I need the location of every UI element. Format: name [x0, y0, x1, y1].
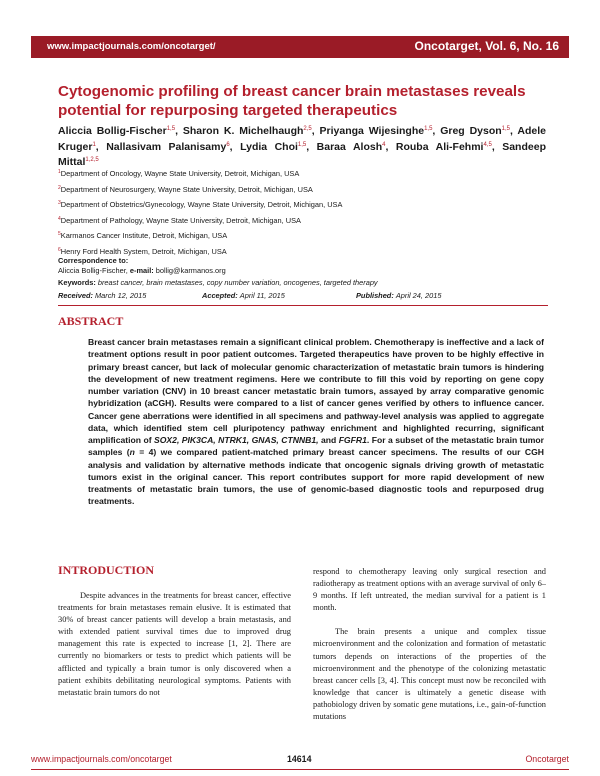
received-date: Received: March 12, 2015	[58, 291, 147, 300]
affiliation: $^3$Department of Obstetrics/Gynecology, Wayne State University, Detroit, Michigan, USA	[58, 200, 343, 210]
abstract-text: Breast cancer brain metastases remain a significant clinical problem. Chemotherapy is ineffective and a lack of treatment options result in poor patient outcomes. Targeted therapeutics have proven to be highly effective in primary breast cancer, but lack of molecular genomic characterization of metastatic brain tumors is hindering the development of new treatment regimens. Here we contribute to fill this void by reporting on gene copy number variation (CNV) in 10 breast cancer metastatic brain tumors, assayed by array comparative genomic hybridization (aCGH). Results were compared to a list of cancer genes verified by others to influence cancer. Cancer gene aberrations were identified in all specimens and pathway-level analysis was applied to aggregate data, which identified stem cell pluripotency pathway enrichment and highlighted recurring, significant amplification of SOX2, PIK3CA, NTRK1, GNAS, CTNNB1, and FGFR1. For a subset of the metastatic brain tumor samples (n = 4) we compared patient-matched primary breast cancer specimens. The results of our CGH analysis and validation by alternative methods indicate that oncogenic signals driving growth of metastatic tumors exist in the original cancer. This report contributes support for more rapid development of new treatments of metastatic brain tumors, the use of genomic-based diagnostic tools and repurposed drug treatments.	[88, 337, 544, 507]
article-title: Cytogenomic profiling of breast cancer brain metastases reveals potential for repurposing targeted therapeutics	[58, 83, 526, 119]
journal-url[interactable]: www.impactjournals.com/oncotarget/	[47, 41, 216, 52]
keywords	[58, 278, 548, 288]
affiliation: $^4$Department of Pathology, Wayne State University, Detroit, Michigan, USA	[58, 215, 301, 225]
correspondence-email[interactable]: bollig@karmanos.org	[155, 266, 226, 275]
affiliation-list	[58, 166, 538, 260]
author: Adele Kruger$^1$,	[58, 125, 546, 153]
header-divider	[58, 305, 548, 306]
author-list	[58, 124, 546, 171]
correspondence	[58, 256, 538, 276]
keywords-value: breast cancer, brain metastases, copy number variation, oncogenes, targeted therapy	[97, 278, 378, 287]
author: Aliccia Bollig-Fischer$^{1,5}$,	[58, 125, 183, 137]
keywords-label: Keywords:	[58, 278, 96, 287]
affiliation: $^2$Department of Neurosurgery, Wayne State University, Detroit, Michigan, USA	[58, 184, 313, 194]
author: Lydia Choi$^{1,5}$,	[240, 140, 317, 153]
author: Baraa Alosh$^4$,	[316, 140, 396, 153]
article-dates	[58, 291, 548, 302]
author: Priyanga Wijesinghe$^{1,5}$,	[319, 125, 441, 137]
page-number: 14614	[287, 754, 312, 764]
footer-url[interactable]: www.impactjournals.com/oncotarget	[31, 754, 172, 764]
accepted-date: Accepted: April 11, 2015	[202, 291, 285, 300]
intro-paragraph: The brain presents a unique and complex tissue microenvironment and the colonization and formation of metastatic tumors depends on interactions of the properties of the microenvironment and the phenotype of the colonizing metastatic breast cancer cells [3, 4]. This concept must now be reconciled with knowledge that cancer is ultimately a genetic disease with pathobiology driven by somatic gene mutations, i.e., gain-of-function mutations	[313, 627, 546, 722]
introduction-heading: INTRODUCTION	[58, 563, 155, 577]
intro-column-left	[58, 590, 291, 699]
author: Rouba Ali-Fehmi$^{4,5}$,	[395, 140, 503, 153]
author: Sandeep Mittal$^{1,2,5}$	[58, 140, 546, 168]
affiliation: $^1$Department of Oncology, Wayne State University, Detroit, Michigan, USA	[58, 169, 300, 178]
footer-journal: Oncotarget	[525, 754, 569, 764]
author: Greg Dyson$^{1,5}$,	[440, 125, 518, 137]
author: Sharon K. Michelhaugh$^{2,5}$,	[182, 125, 320, 137]
affiliation: $^6$Henry Ford Health System, Detroit, Michigan, USA	[58, 246, 227, 256]
email-label: e-mail:	[129, 266, 154, 275]
author: Nallasivam Palanisamy$^6$,	[106, 140, 241, 153]
journal-citation: Oncotarget, Vol. 6, No. 16	[414, 39, 559, 53]
abstract-heading: ABSTRACT	[58, 314, 124, 328]
intro-paragraph: Despite advances in the treatments for breast cancer, effective treatments for brain metastases remain elusive. It is estimated that 30% of breast cancer patients will develop a brain metastasis, and with extended patient survival times due to improved drug management this rate is expected to increase [1, 2]. There are currently no biomarkers or tests to predict which patients will be afflicted and typically a brain tumor is only discovered when a patient exhibits debilitating neurological symptoms. Patients with metastatic brain tumors do not	[58, 591, 291, 697]
correspondence-name: Aliccia Bollig-Fischer,	[58, 266, 128, 275]
intro-paragraph: respond to chemotherapy leaving only surgical resection and radiotherapy as treatment options with an average survival of only 6–9 months. If left untreated, the median survival for a patient is 1 month.	[313, 567, 546, 613]
affiliation: $^5$Karmanos Cancer Institute, Detroit, Michigan, USA	[58, 231, 228, 241]
journal-header-bar	[31, 36, 569, 58]
correspondence-label: Correspondence to:	[58, 256, 129, 265]
published-date: Published: April 24, 2015	[356, 291, 442, 300]
intro-column-right	[313, 566, 546, 723]
footer-divider	[31, 769, 569, 770]
